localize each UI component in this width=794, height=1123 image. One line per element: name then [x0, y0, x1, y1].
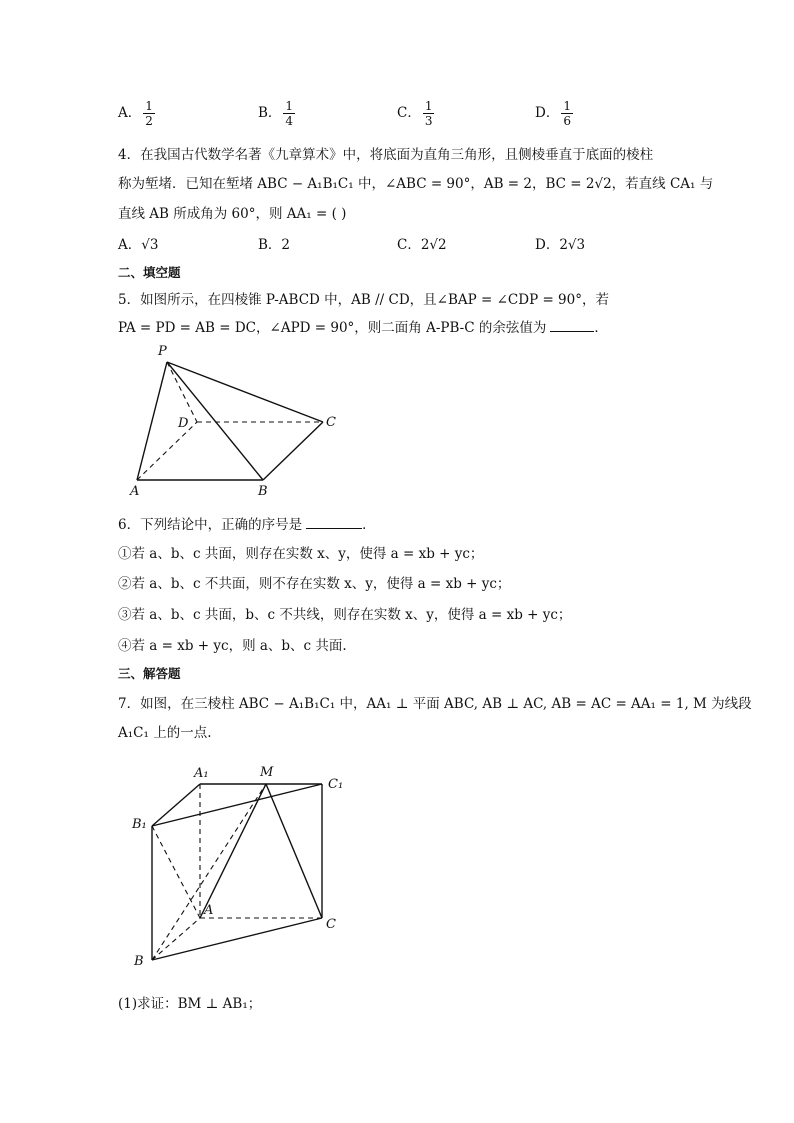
prism-figure: [128, 758, 358, 972]
denominator: 3: [424, 114, 433, 128]
fraction: [561, 100, 573, 127]
fraction: [143, 100, 155, 127]
vertex-label-A: A: [130, 484, 140, 499]
point-label-M: M: [260, 765, 274, 780]
section-heading-fill-in: 二、填空题: [118, 265, 181, 280]
q4-option-d: D．2√3: [535, 237, 586, 253]
vertex-label-D: D: [178, 416, 189, 431]
fraction: [283, 100, 295, 127]
vertex-label-C: C: [326, 917, 336, 932]
q7-line1: 7．如图，在三棱柱 ABC − A₁B₁C₁ 中，AA₁ ⊥ 平面 ABC, AB ⊥ AC, AB = AC = AA₁ = 1, M 为线段: [118, 696, 752, 712]
q6-line1-text: 6．下列结论中，正确的序号是: [118, 517, 303, 533]
option-letter: A．: [118, 105, 142, 121]
numerator: 1: [285, 99, 294, 113]
q5-line1: 5．如图所示，在四棱锥 P-ABCD 中，AB // CD，且∠BAP = ∠CDP = 90°，若: [118, 292, 609, 308]
q4-line1: 4．在我国古代数学名著《九章算术》中，将底面为直角三角形，且侧棱垂直于底面的棱柱: [118, 147, 654, 163]
denominator: 6: [563, 114, 571, 128]
vertex-label-B1: B₁: [132, 817, 147, 832]
q3-option-d: [535, 100, 573, 127]
q6-item-2: ②若 a、b、c 不共面，则不存在实数 x、y，使得 a = xb + yc；: [118, 576, 511, 592]
period: ．: [362, 517, 376, 533]
vertex-label-P: P: [158, 344, 167, 359]
q6-item-3: ③若 a、b、c 共面，b、c 不共线，则存在实数 x、y，使得 a = xb + yc；: [118, 607, 572, 623]
q6-line1: [118, 513, 376, 533]
option-letter: D．: [535, 105, 560, 121]
q3-option-a: [118, 100, 155, 127]
denominator: 4: [285, 114, 294, 128]
vertex-label-C1: C₁: [328, 777, 344, 792]
numerator: 1: [424, 99, 433, 113]
segment-B1A: [152, 826, 200, 918]
edge-PD: [167, 362, 197, 422]
edge-BC: [263, 422, 323, 480]
vertex-label-B: B: [134, 954, 144, 969]
q3-option-b: [258, 100, 295, 127]
q6-item-1: ①若 a、b、c 共面，则存在实数 x、y，使得 a = xb + yc；: [118, 546, 484, 562]
q5-line2: [118, 316, 608, 336]
q6-item-4: ④若 a = xb + yc，则 a、b、c 共面.: [118, 638, 347, 654]
answer-blank[interactable]: [550, 319, 594, 332]
fraction: [423, 100, 435, 127]
edge-BC: [152, 918, 322, 960]
vertex-label-A1: A₁: [194, 766, 209, 781]
q4-option-c: C．2√2: [397, 237, 447, 253]
segment-MC: [266, 784, 322, 918]
pyramid-figure: [125, 338, 355, 500]
q4-option-a: A．√3: [118, 237, 159, 253]
section-heading-solve: 三、解答题: [118, 666, 181, 681]
vertex-label-A: A: [204, 903, 214, 918]
q4-line2: 称为堑堵．已知在堑堵 ABC − A₁B₁C₁ 中，∠ABC = 90°，AB = 2，BC = 2√2，若直线 CA₁ 与: [118, 176, 714, 192]
answer-blank[interactable]: [306, 516, 362, 529]
edge-PA: [137, 362, 167, 480]
denominator: 2: [145, 114, 153, 128]
segment-MA-upper: [200, 784, 266, 918]
q7-part1: (1)求证：BM ⊥ AB₁；: [118, 996, 262, 1012]
q3-option-c: [397, 100, 434, 127]
q4-line3: 直线 AB 所成角为 60°，则 AA₁ = ( ): [118, 206, 347, 222]
numerator: 1: [563, 99, 571, 113]
vertex-label-C: C: [326, 415, 336, 430]
edge-B1C1: [152, 784, 322, 826]
option-letter: C．: [397, 105, 421, 121]
vertex-label-B: B: [258, 484, 268, 499]
q7-line2: A₁C₁ 上的一点.: [118, 725, 212, 741]
period: ．: [594, 320, 608, 336]
q4-option-b: B．2: [258, 237, 291, 253]
option-letter: B．: [258, 105, 282, 121]
numerator: 1: [145, 99, 153, 113]
edge-PC: [167, 362, 323, 422]
q5-line2-text: PA = PD = AB = DC，∠APD = 90°，则二面角 A-PB-C 的余弦值为: [118, 320, 547, 336]
